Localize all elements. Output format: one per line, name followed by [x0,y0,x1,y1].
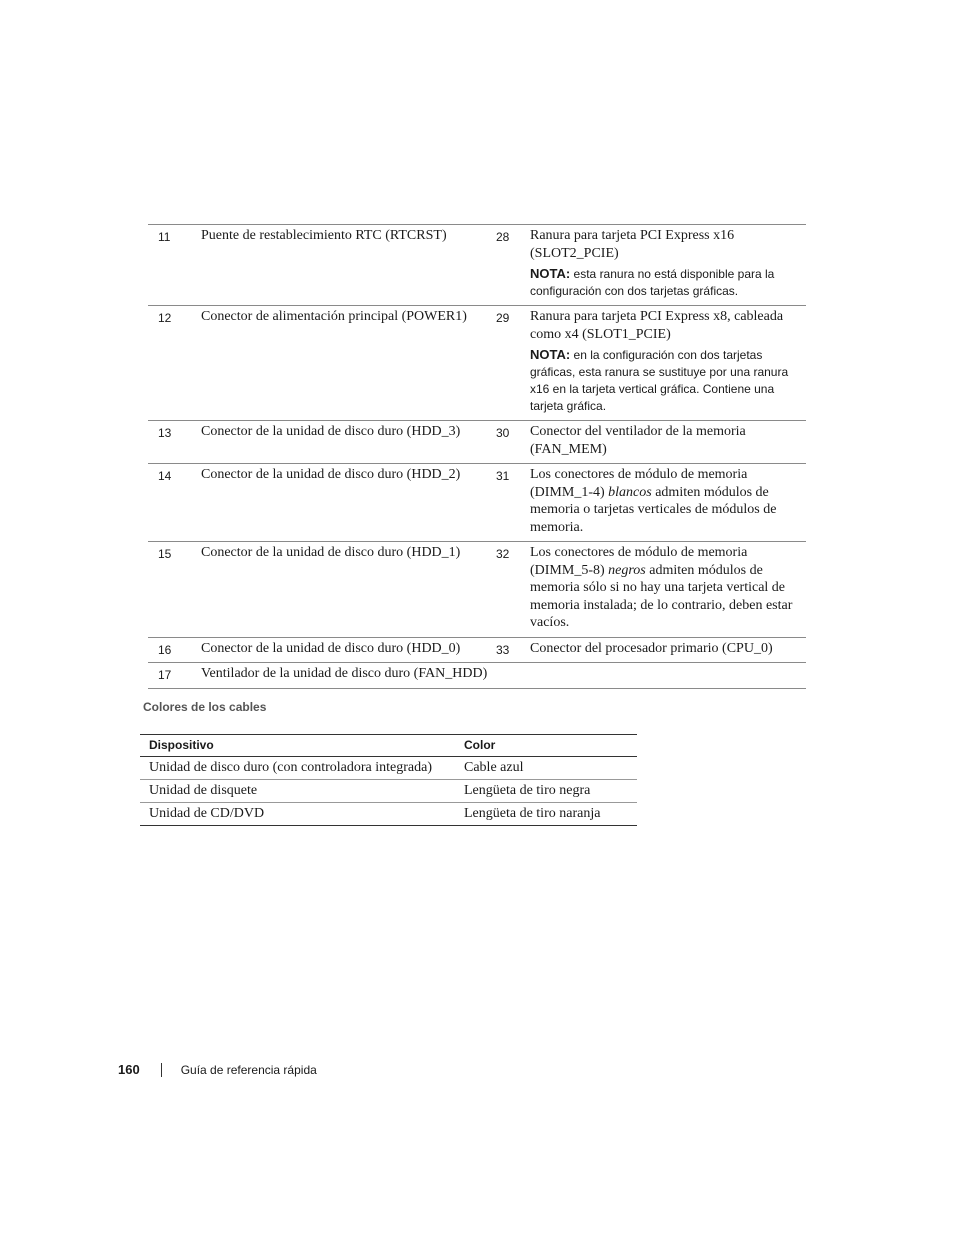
desc-text: Los conectores de módulo de memoria (DIMM_5-8) [530,545,748,578]
desc-text: admiten módulos de memoria o tarjetas verticales de módulos de memoria. [530,484,777,535]
note-label: NOTA: [530,266,571,281]
components-table [148,224,806,689]
color-cell: Lengüeta de tiro naranja [455,803,637,826]
item-description-cell [530,306,806,421]
table-row [148,542,806,638]
desc-text: Los conectores de módulo de memoria (DIMM_1-4) [530,467,748,500]
item-number: 32 [496,547,510,561]
item-description: Puente de restablecimiento RTC (RTCRST) [201,228,447,243]
item-description: Conector del procesador primario (CPU_0) [530,640,773,656]
item-description: Conector de la unidad de disco duro (HDD_0) [201,640,461,656]
color-cell: Lengüeta de tiro negra [455,780,637,803]
item-description: Conector del ventilador de la memoria (FAN_MEM) [530,424,746,457]
note-text: en la configuración con dos tarjetas gráficas, esta ranura se sustituye por una ranura x16 en la tarjeta vertical gráfica. Contiene una tarjeta gráfica. [530,348,789,413]
item-number: 14 [158,469,172,483]
note-label: NOTA: [530,347,571,362]
item-description-cell [530,225,806,306]
page-footer [118,1062,317,1077]
note [530,265,798,300]
page-number: 160 [118,1062,140,1077]
document-title: Guía de referencia rápida [180,1062,317,1077]
table-row [148,637,806,663]
device-cell: Unidad de disco duro (con controladora integrada) [140,757,455,780]
item-description: Ventilador de la unidad de disco duro (FAN_HDD) [201,666,488,681]
desc-text: admiten módulos de memoria sólo si no hay una tarjeta vertical de memoria instalada; de lo contrario, deben estar vacíos. [530,562,793,630]
desc-emphasis: blancos [608,484,652,500]
item-description: Conector de la unidad de disco duro (HDD_3) [201,424,461,439]
section-heading: Colores de los cables [143,700,267,714]
item-number: 31 [496,469,510,483]
item-description [530,663,806,689]
note-text: esta ranura no está disponible para la configuración con dos tarjetas gráficas. [530,267,775,298]
item-number: 28 [496,230,510,244]
item-number: 17 [158,668,172,682]
item-description [530,464,806,542]
item-description: Conector de la unidad de disco duro (HDD_1) [201,545,461,560]
item-number: 33 [496,642,510,657]
item-description: Conector de la unidad de disco duro (HDD_2) [201,467,461,482]
item-number: 13 [158,426,172,440]
table-row [140,780,637,803]
table-row [140,803,637,826]
table-header-row [140,735,637,757]
item-number: 11 [158,230,171,244]
item-description: Ranura para tarjeta PCI Express x16 (SLOT2_PCIE) [530,228,735,261]
table-row [148,225,806,306]
table-row [148,421,806,464]
table-row [140,757,637,780]
item-number: 29 [496,311,510,325]
item-number: 16 [158,642,172,657]
item-number: 30 [496,426,510,440]
table-row [148,663,806,689]
column-header-color: Color [455,735,637,757]
item-description: Ranura para tarjeta PCI Express x8, cableada como x4 (SLOT1_PCIE) [530,309,784,342]
item-description: Conector de alimentación principal (POWER1) [201,309,467,324]
column-header-device: Dispositivo [140,735,455,757]
note [530,346,798,415]
device-cell: Unidad de disquete [140,780,455,803]
cable-colors-table [140,734,637,826]
item-number [496,663,530,689]
table-row [148,464,806,542]
table-row [148,306,806,421]
item-number: 12 [158,311,172,325]
footer-divider [161,1063,162,1077]
device-cell: Unidad de CD/DVD [140,803,455,826]
color-cell: Cable azul [455,757,637,780]
item-description [530,542,806,638]
item-number: 15 [158,547,172,561]
desc-emphasis: negros [608,562,646,578]
